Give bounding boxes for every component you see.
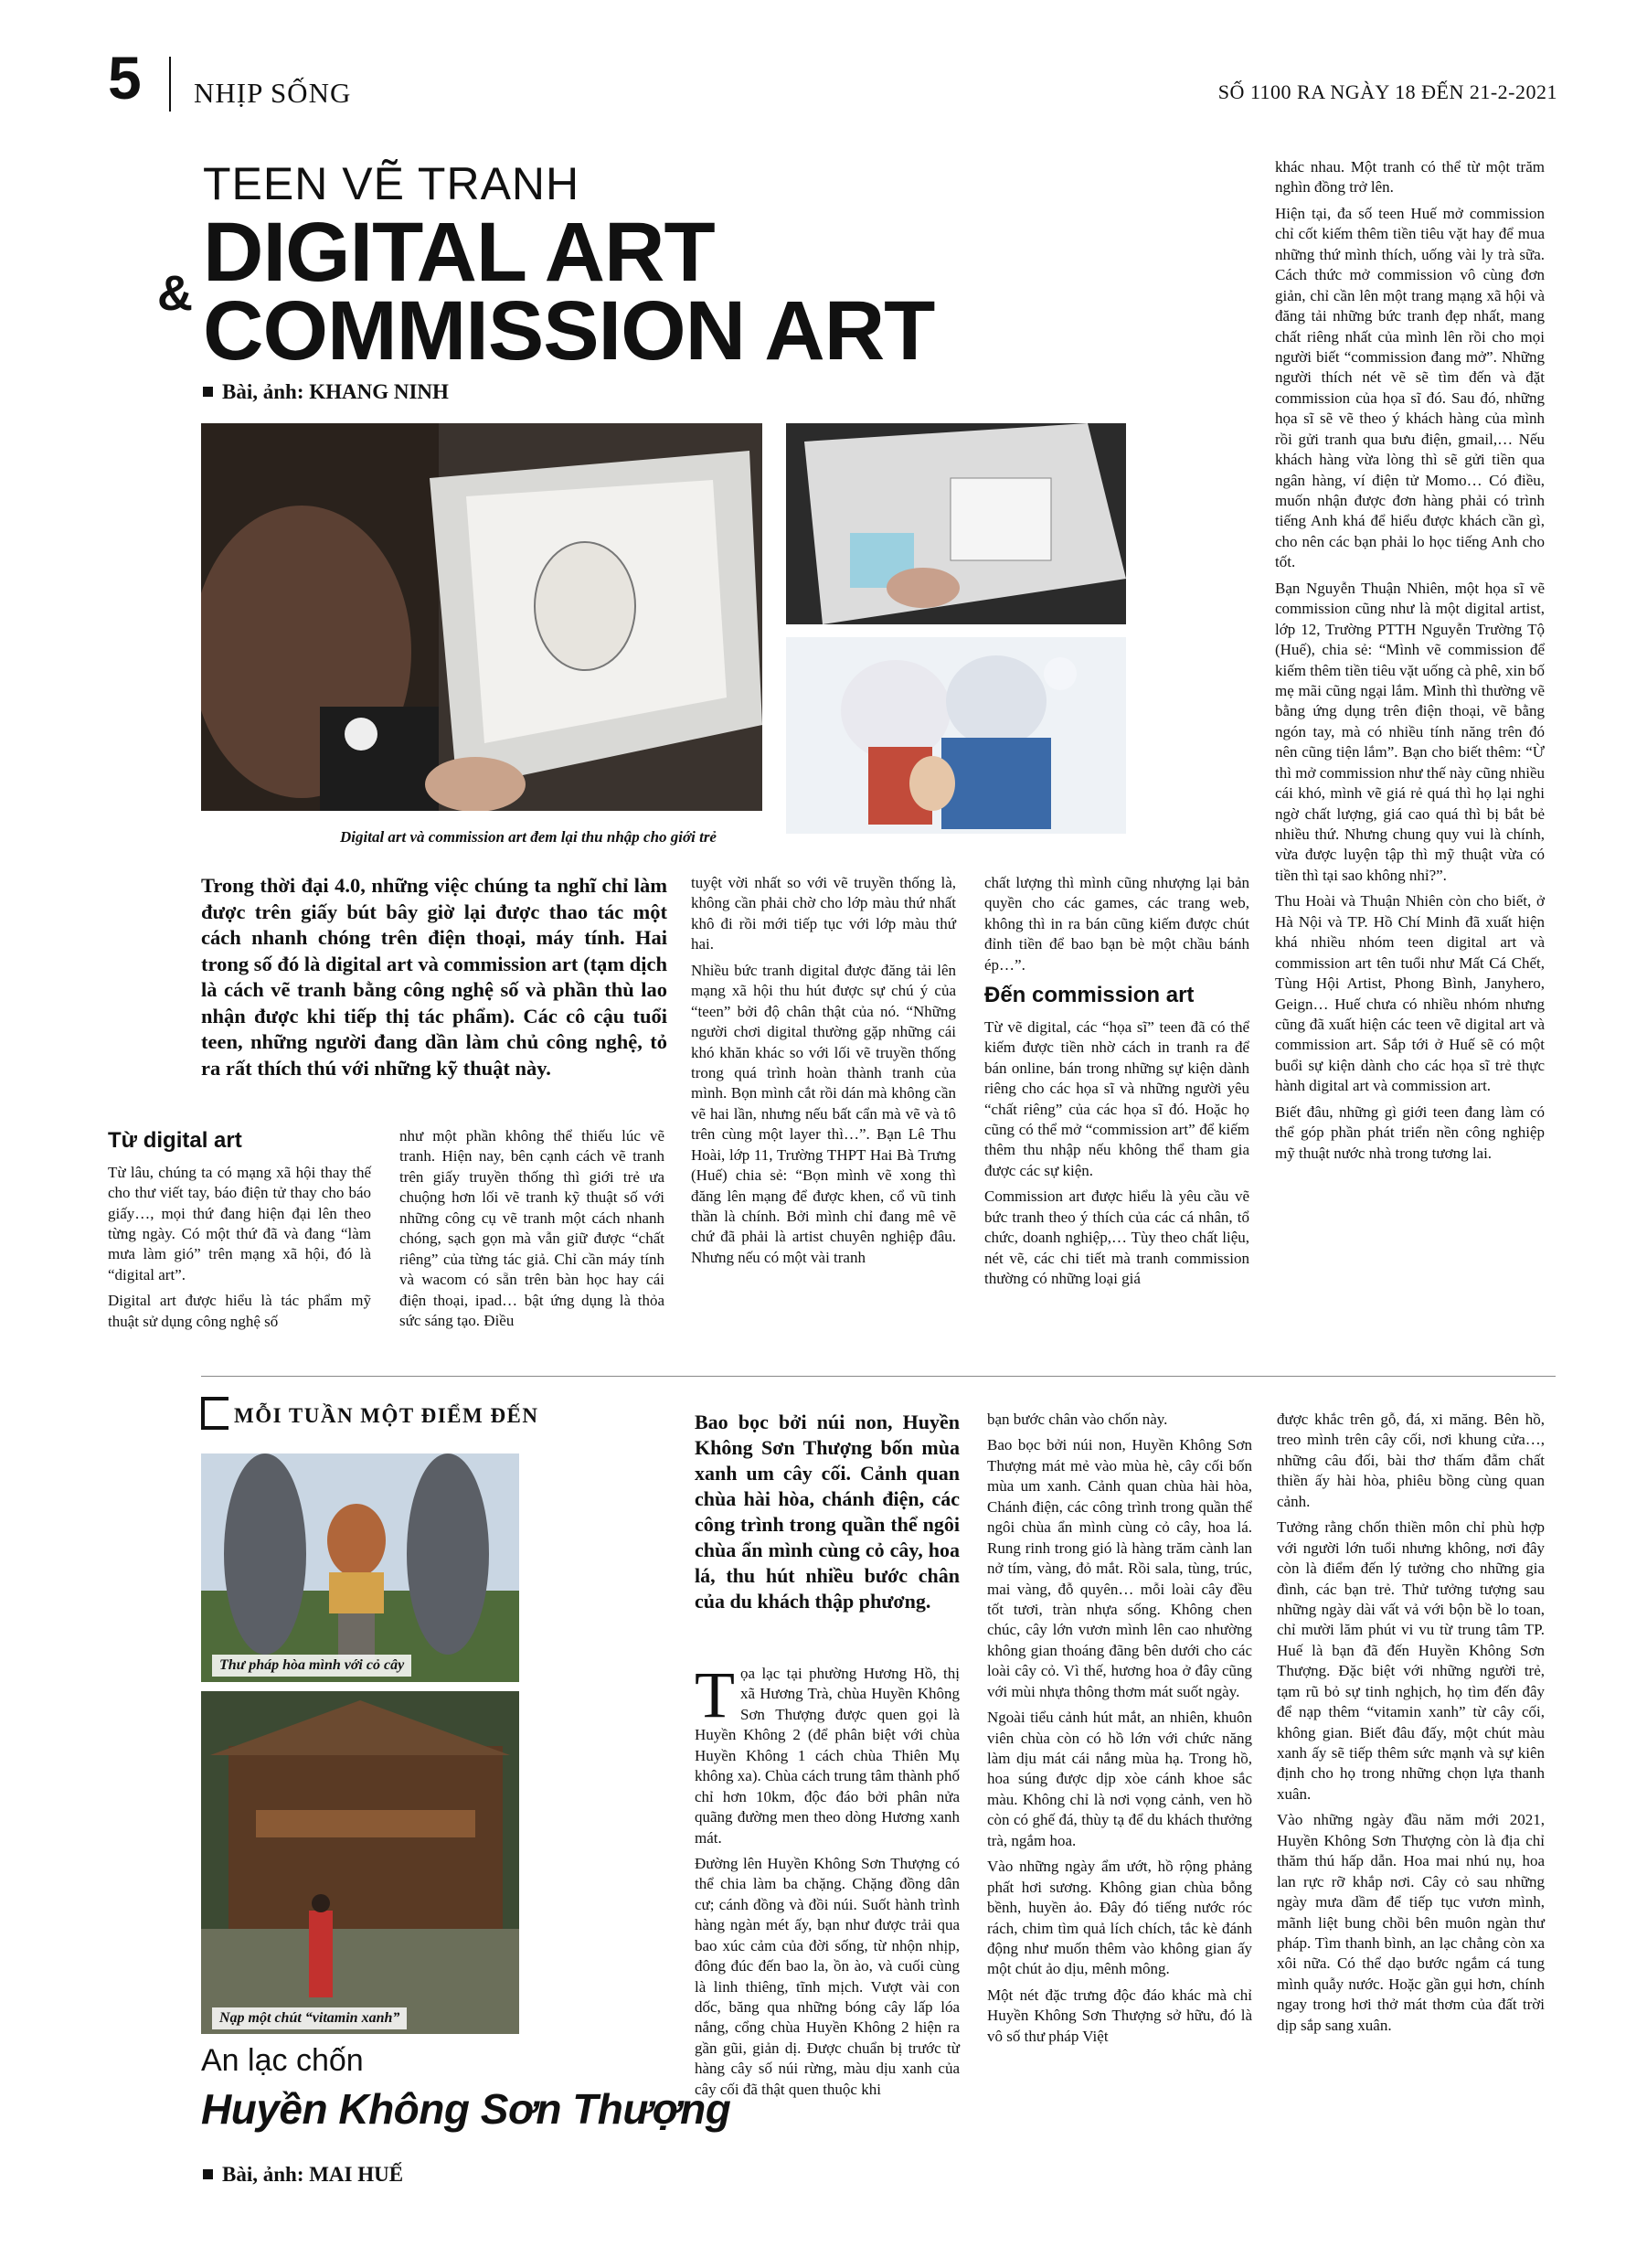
dropcap: T: [695, 1658, 735, 1731]
section-divider: [201, 1376, 1556, 1377]
page-number: 5: [108, 44, 142, 112]
photo-tablet-drawing: [201, 423, 762, 811]
article2-column2: bạn bước chân vào chốn này. Bao bọc bởi núi non, Huyền Không Sơn Thượng mát mẻ vào mùa hè, cây cối bốn mùa um xanh. Cảnh quan chùa hài hòa, Chánh điện, các công trình trong quần thể ngôi chùa ẩn mình cùng cỏ cây, hoa lá. Rung rinh trong gió là hàng trăm cành lan nở tím, vàng, đỏ mắt. Rồi sala, tùng, trúc, mai vàng, đỗ quyên… mỗi loài cây đều tốt tươi, tràn nhựa sống. Không chen chúc, cây lớn vươn mình lên cao nhường không gian thoáng đãng bên dưới cho các loài cây cỏ. Vì thế, hương hoa ở đây cũng với mùi nhựa thông thơm mát suốt ngày. Ngoài tiểu cảnh hút mắt, an nhiên, khuôn viên chùa còn có hồ lớn với chức năng làm dịu mát cái nắng mùa hạ. Trong hồ, hoa súng được dịp xòe cánh khoe sắc màu. Không chỉ là nơi vọng cảnh, ven hồ còn có ghế đá, thùy tạ để du khách thưởng trà, ngắm hoa. Vào những ngày ẩm ướt, hồ rộng phảng phất hơi sương. Không gian chùa bỗng bềnh, huyền ảo. Đây đó tiếng nước róc rách, chim tìm quả lích chích, tắc kè đánh động như muốn thêm vào không gian ấy một chút ảo dịu, mênh mông. Một nét đặc trưng độc đáo khác mà chỉ Huyền Không Sơn Thượng sở hữu, đó là vô số thư pháp Việt: [987, 1411, 1252, 2045]
subhead-digital-art: Từ digital art: [108, 1128, 242, 1153]
article2-title-line1: An lạc chốn: [201, 2043, 364, 2078]
photo-anime-illustration: [786, 637, 1126, 834]
header-divider: [169, 57, 171, 112]
article2-column1: Tọa lạc tại phường Hương Hồ, thị xã Hương Trà, chùa Huyền Không Sơn Thượng được quen gọi là Huyền Không 2 (để phân biệt với chùa Huyền Không 1 cách chùa Thiên Mụ không xa). Chùa cách trung tâm thành phố chỉ hơn 10km, độc đáo bởi phân nửa quãng đường men theo dòng Hương xanh mát. Đường lên Huyền Không Sơn Thượng có thể chia làm ba chặng. Chặng đồng dân cư; cánh đồng và đồi núi. Suốt hành trình hàng ngàn mét ấy, bạn như được trải qua bao xúc cảm của đời sống, từ nhộn nhịp, đông đúc đến bao la, ồn ào, và cuối cùng là linh thiêng, tĩnh mịch. Vượt vài con dốc, băng qua những bóng cây lấp lóa nắng, cổng chùa Huyền Không 2 hiện ra gần gũi, giản dị. Được chuẩn bị trước từ hàng cây số núi rừng, màu dịu xanh của cây cối đã thật quen thuộc khi: [695, 1658, 960, 2098]
article2-byline: Bài, ảnh: MAI HUẾ: [203, 2163, 403, 2187]
article1-lead: Trong thời đại 4.0, những việc chúng ta nghĩ chỉ làm được trên giấy bút bây giờ lại được thao tác một cách nhanh chóng trên điện thoại, máy tính. Hai trong số đó là digital art và commission art (tạm dịch là cách vẽ tranh bằng công nghệ số và phần thù lao nhận được khi tiếp thị tác phẩm). Các cô cậu tuổi teen, những người đang dần làm chủ công nghệ, tỏ ra rất thích thú với những kỹ thuật này.: [201, 874, 667, 1080]
issue-info: SỐ 1100 RA NGÀY 18 ĐẾN 21-2-2021: [1217, 80, 1557, 103]
headline-ampersand: &: [157, 266, 193, 321]
photo-buddha-calligraphy: [201, 1453, 519, 1682]
article1-column1: Từ digital art Từ lâu, chúng ta có mạng xã hội thay thế cho thư viết tay, báo điện tử thay cho báo giấy…, mọi thứ đang hiện đại lên theo từng ngày. Có một thứ đã và đang “làm mưa làm gió” trên mạng xã hội, đó là “digital art”. Digital art được hiểu là tác phẩm mỹ thuật sử dụng công nghệ số: [108, 1128, 371, 1330]
photo-temple-girl: [201, 1691, 519, 2034]
section-name: NHỊP SỐNG: [194, 77, 352, 109]
article1-column5: khác nhau. Một tranh có thể từ một trăm nghìn đồng trở lên. Hiện tại, đa số teen Huế mở commission chỉ cốt kiếm thêm tiền tiêu vặt hay để mua những thứ mình thích, uống vài ly trà sữa. Cách thức mở commission vô cùng đơn giản, chỉ cần lên một trang mạng xã hội và đăng tải những bức tranh đẹp nhất, mang chất riêng nhất của mình lên rồi cho mọi người biết “commission đang mở”. Những người thích nét vẽ sẽ tìm đến và đặt commission của họa sĩ đó. Sau đó, những họa sĩ sẽ vẽ theo ý khách hàng của mình rồi gửi tranh qua bưu điện, gmail,… Nếu khách hàng vừa lòng thì sẽ gửi tiền qua ngân hàng, ví điện tử Momo… Có điều, muốn nhận được đơn hàng phải có trình tiếng Anh khá để hiểu được khách cần gì, cho nên các bạn phải lo học tiếng Anh cho tốt. Bạn Nguyễn Thuận Nhiên, một họa sĩ vẽ commission cũng như là một digital artist, lớp 12, Trường PTTH Nguyễn Trường Tộ (Huế), chia sẻ: “Mình vẽ commission để kiếm thêm tiền tiêu vặt uống cà phê, xin bố mẹ mãi cũng ngại lắm. Mình thì thường vẽ bằng ứng dụng trên điện thoại, vẽ bằng ngón tay, mà có nhiều tính năng trên đó nên cũng tiện lắm”. Bạn cho biết thêm: “Ừ thì mở commission như thế này cũng nhiều cái khó, mình vẽ giá rẻ quá thì họ lại nghi ngờ chất lượng, giá cao quá thì bị bắt bẻ nhiều thứ. Nhưng chung quy vui là chính, vừa được luyện tập thì mỹ thuật vừa có tiền thì tại sao không nhỉ?”. Thu Hoài và Thuận Nhiên còn cho biết, ở Hà Nội và TP. Hồ Chí Minh đã xuất hiện khá nhiều nhóm teen digital art và commission art tên tuổi như Mất Cá Chết, Tùng Hội Artist, Phong Bình, Janyhero, Geign… Huế chưa có nhiều nhóm nhưng cũng đã xuất hiện các teen vẽ digital art và commission art. Sắp tới ở Huế sẽ có một buổi sự kiện dành cho các họa sĩ trẻ thực hành digital art và commission art. Biết đâu, những gì giới teen đang làm có thể góp phần phát triển nền công nghiệp mỹ thuật nước nhà trong tương lai.: [1275, 158, 1545, 1162]
article1-column3: tuyệt vời nhất so với vẽ truyền thống là, không cần phải chờ cho lớp màu thứ nhất khô đi rồi mới tiếp tục với lớp màu thứ hai. Nhiều bức tranh digital được đăng tải lên mạng xã hội thu hút được sự chú ý của “teen” bởi độ chân thật của nó. “Những người chơi digital thường gặp những cái khó khăn khác so với lối vẽ truyền thống trong quá trình hoàn thành tranh của mình. Bọn mình cắt rồi dán mà không cần vẽ hai lần, nhưng nếu bất cẩn mà vẽ và tô trên cùng một layer thì…”. Bạn Lê Thu Hoài, lớp 11, Trường THPT Hai Bà Trưng (Huế) chia sẻ: “Bọn mình vẽ xong thì đăng lên mạng để được khen, cổ vũ tinh thần là chính. Bởi mình chỉ đang mê vẽ chứ đã phải là artist chuyên nghiệp đâu. Nhưng nếu có một vài tranh: [691, 874, 956, 1266]
photo-ipad-app: [786, 423, 1126, 624]
article1-column4: chất lượng thì mình cũng nhượng lại bản quyền cho các games, các trang web, không thì in ra bán cũng kiếm được chút đỉnh tiền để bao bạn bè một chầu bánh ép…”. Đến commission art Từ vẽ digital, các “họa sĩ” teen đã có thể kiếm được tiền nhờ cách in tranh ra để bán online, bán trong những sự kiện dành riêng cho các họa sĩ và những người yêu “chất riêng” của các họa sĩ đó. Hoặc họ cũng có thể mở “commission art” để kiếm thêm thu nhập nếu không thể tham gia được các sự kiện. Commission art được hiểu là yêu cầu vẽ bức tranh theo ý thích của các cá nhân, tổ chức, doanh nghiệp,… Tùy theo chất liệu, nét vẽ, các chi tiết mà tranh commission thường có những loại giá: [984, 874, 1249, 1288]
photo1-caption: Thư pháp hòa mình với cỏ cây: [212, 1655, 411, 1677]
article1-headline-line2: COMMISSION ART: [203, 284, 935, 378]
weekly-destination-label: MỖI TUẦN MỘT ĐIỂM ĐẾN: [201, 1397, 539, 1430]
article2-title-line2: Huyền Không Sơn Thượng: [201, 2085, 731, 2133]
subhead-commission-art: Đến commission art: [984, 983, 1195, 1008]
article1-kicker: TEEN VẼ TRANH: [203, 158, 580, 209]
article2-lead: Bao bọc bởi núi non, Huyền Không Sơn Thượng bốn mùa xanh um cây cối. Cảnh quan chùa hài hòa, chánh điện, các công trình trong quần thể ngôi chùa ẩn mình cùng cỏ cây, hoa lá, thu hút nhiều bước chân của du khách thập phương.: [695, 1411, 960, 1613]
article1-photo-caption: Digital art và commission art đem lại thu nhập cho giới trẻ: [340, 828, 717, 846]
photo2-caption: Nạp một chút “vitamin xanh”: [212, 2007, 407, 2029]
article1-headline-line1: DIGITAL ART: [203, 206, 715, 299]
article1-column2: như một phần không thể thiếu lúc vẽ tranh. Hiện nay, bên cạnh cách vẽ tranh trên giấy truyền thống thì giới trẻ ưa chuộng hơn lối vẽ tranh kỹ thuật số với những công cụ vẽ tranh một cách nhanh chóng, sạch gọn mà vẫn giữ được “chất riêng” của từng tác giả. Chỉ cần máy tính và wacom có sẵn trên bàn học hay cái điện thoại, ipad… bật ứng dụng là thỏa sức sáng tạo. Điều: [399, 1127, 664, 1329]
article1-byline: Bài, ảnh: KHANG NINH: [203, 380, 449, 404]
article2-column3: được khắc trên gỗ, đá, xi măng. Bên hồ, treo mình trên cây cối, nơi khung cửa…, những câu đối, bài thơ thấm đẫm chất thiền ấy hài hòa, phiêu bồng cùng quan cảnh. Tưởng rằng chốn thiền môn chỉ phù hợp với người lớn tuổi nhưng không, nơi đây còn là điểm đến lý tưởng cho những gia đình, các bạn trẻ. Thử tưởng tượng sau những ngày dài vất vả với bộn bề lo toan, chỉ mười lăm phút vi vu từ trung tâm TP. Huế là bạn đã đến Huyền Không Sơn Thượng. Đặc biệt với những người trẻ, tạm rũ bỏ sự tinh nghịch, họ tìm đến đây để nạp thêm “vitamin xanh” từ cây cối, không gian. Biết đâu đấy, một chút màu xanh ấy sẽ tiếp thêm sức mạnh và sự kiên định cho họ trong những chọn lựa thanh xuân. Vào những ngày đầu năm mới 2021, Huyền Không Sơn Thượng còn là địa chỉ thăm thú hấp dẫn. Hoa mai nhú nụ, hoa lan rực rỡ khắp nơi. Cây cỏ sau những ngày mưa dầm để tiếp tục vươn mình, mãnh liệt bung chồi bên muôn ngàn thư pháp. Tìm thanh bình, an lạc chẳng còn xa xôi nữa. Có thể dạo bước ngắm cá tung mình quẫy nước. Hoặc gần gụi hơn, chính ngay trong hơi thở mát thơm của đất trời dịp sắp sang xuân.: [1277, 1411, 1545, 2034]
